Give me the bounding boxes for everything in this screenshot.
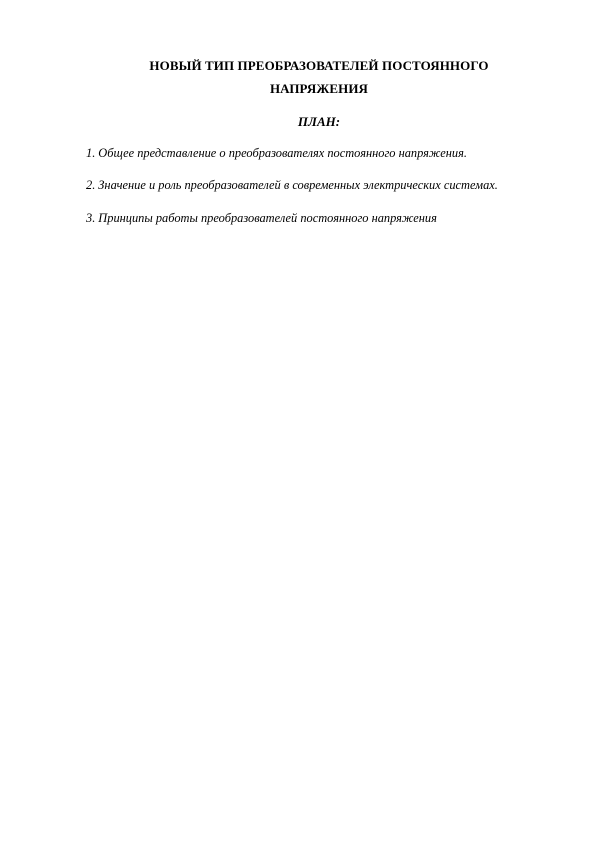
plan-item xyxy=(86,211,437,226)
document-title-line-1: НОВЫЙ ТИП ПРЕОБРАЗОВАТЕЛЕЙ ПОСТОЯННОГО xyxy=(149,58,489,73)
plan-item-number: 1. xyxy=(86,146,96,160)
plan-heading: ПЛАН: xyxy=(297,114,341,129)
document-title-line-2: НАПРЯЖЕНИЯ xyxy=(269,81,369,96)
plan-item-number: 2. xyxy=(86,178,96,192)
plan-item-number: 3. xyxy=(86,211,96,225)
plan-item-text: Общее представление о преобразователях постоянного напряжения. xyxy=(98,146,467,160)
plan-item-text: Принципы работы преобразователей постоянного напряжения xyxy=(98,211,437,225)
plan-item xyxy=(86,178,498,193)
plan-item-text: Значение и роль преобразователей в современных электрических системах. xyxy=(98,178,498,192)
plan-item xyxy=(86,146,467,161)
